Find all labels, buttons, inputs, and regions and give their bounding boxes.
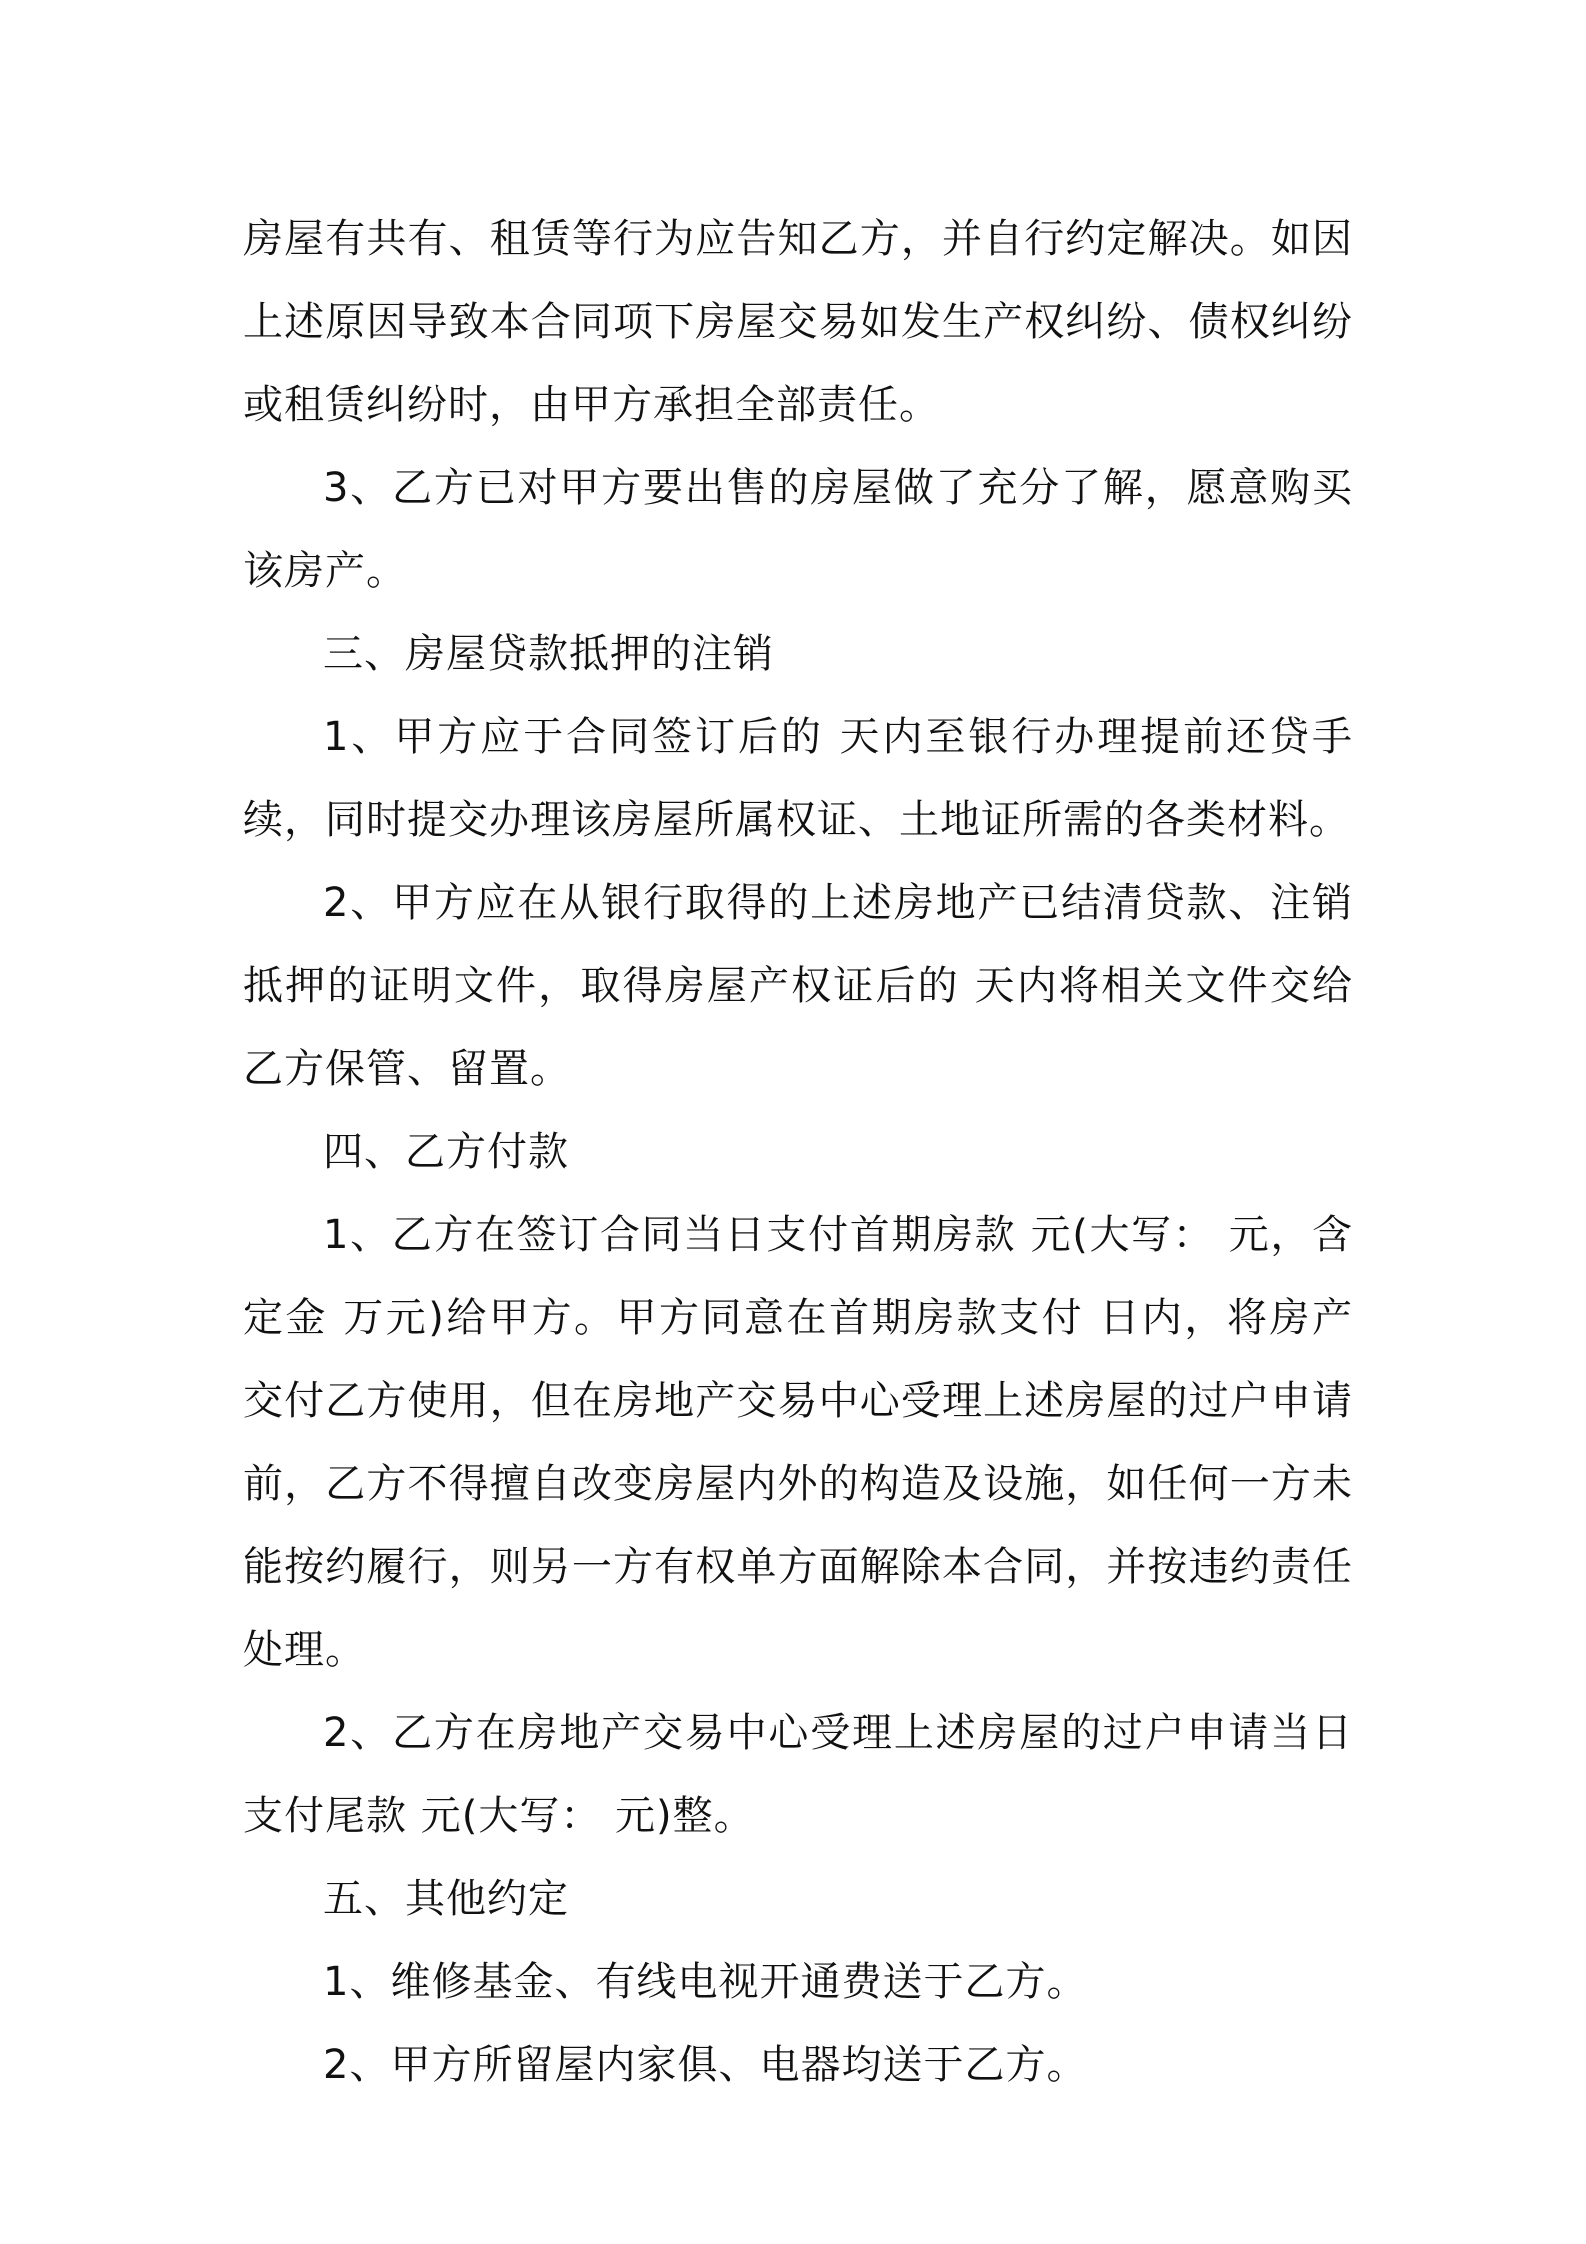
paragraph-clause-5-1: 1、维修基金、有线电视开通费送于乙方。: [323, 1959, 1088, 2005]
paragraph-clause-3-2: 2、甲方应在从银行取得的上述房地产已结清贷款、注销抵押的证明文件，取得房屋产权证后的 天内将相关文件交给乙方保管、留置。: [243, 880, 1353, 1092]
document-body: [243, 198, 1353, 2107]
section-heading-4: 四、乙方付款: [323, 1129, 569, 1175]
paragraph-clause-2-3: 3、乙方已对甲方要出售的房屋做了充分了解，愿意购买该房产。: [243, 465, 1353, 594]
paragraph-clause-4-2: 2、乙方在房地产交易中心受理上述房屋的过户申请当日支付尾款 元(大写： 元)整。: [243, 1710, 1353, 1839]
paragraph-clause-5-2: 2、甲方所留屋内家俱、电器均送于乙方。: [323, 2042, 1088, 2088]
section-heading-3: 三、房屋贷款抵押的注销: [323, 631, 774, 677]
paragraph-continuation: 房屋有共有、租赁等行为应告知乙方，并自行约定解决。如因上述原因导致本合同项下房屋交易如发生产权纠纷、债权纠纷或租赁纠纷时，由甲方承担全部责任。: [243, 216, 1353, 428]
section-heading-5: 五、其他约定: [323, 1876, 569, 1922]
paragraph-clause-4-1: 1、乙方在签订合同当日支付首期房款 元(大写： 元，含定金 万元)给甲方。甲方同意在首期房款支付 日内，将房产交付乙方使用，但在房地产交易中心受理上述房屋的过户申请前，乙方不得擅自改变房屋内外的构造及设施，如任何一方未能按约履行，则另一方有权单方面解除本合同，并按违约责任处理。: [243, 1212, 1353, 1673]
paragraph-clause-3-1: 1、甲方应于合同签订后的 天内至银行办理提前还贷手续，同时提交办理该房屋所属权证、土地证所需的各类材料。: [243, 714, 1353, 843]
